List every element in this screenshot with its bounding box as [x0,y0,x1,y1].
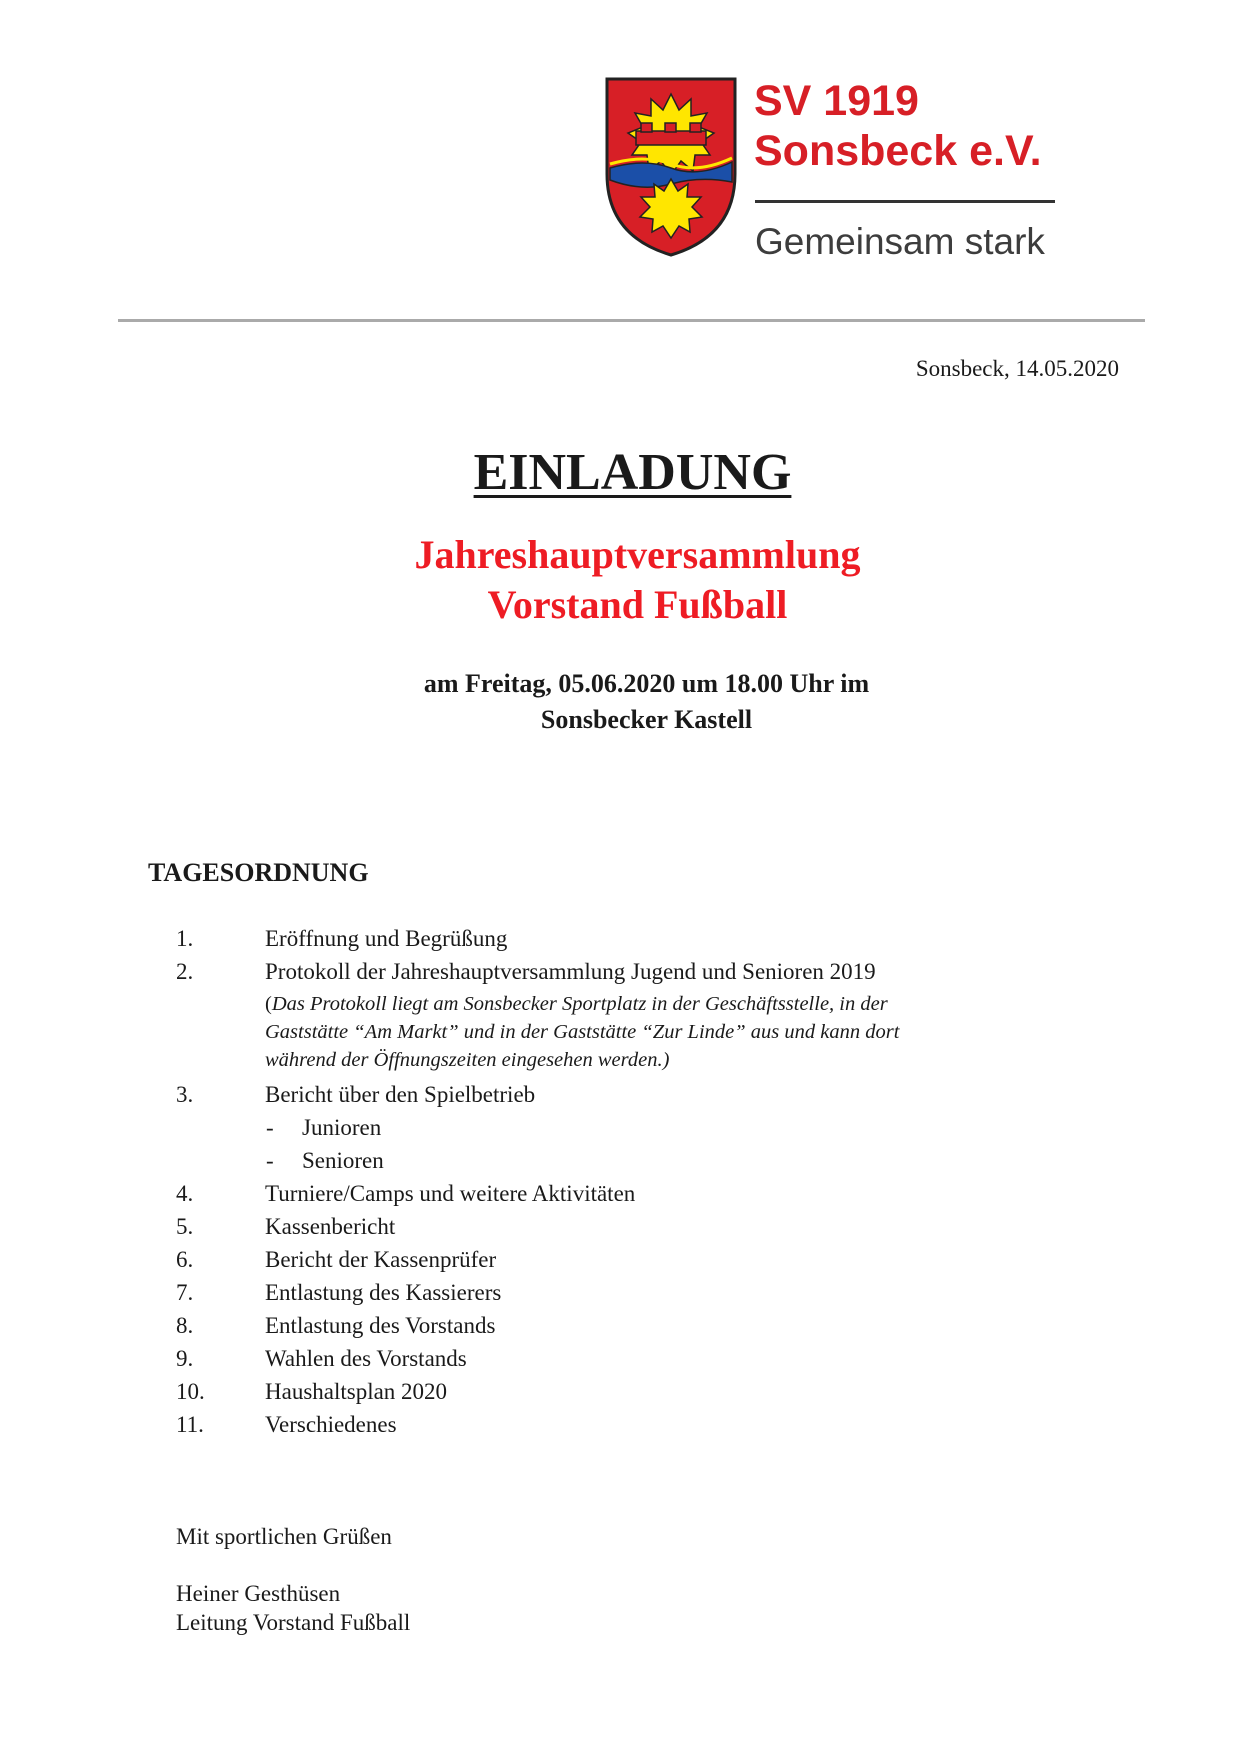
agenda-item-number: 6. [176,1247,194,1272]
signer-role: Leitung Vorstand Fußball [176,1610,411,1635]
agenda-item [0,1210,1241,1243]
agenda-item-text: Verschiedenes [265,1412,397,1437]
agenda-item [0,1276,1241,1309]
agenda-item-text: Kassenbericht [265,1214,396,1239]
agenda-item-number: 11. [176,1412,204,1437]
event-date-line: am Freitag, 05.06.2020 um 18.00 Uhr im [423,669,870,698]
agenda-item-number: 1. [176,926,194,951]
agenda-item [0,1243,1241,1276]
closing-greeting: Mit sportlichen Grüßen [176,1524,392,1549]
subitem-text: Senioren [302,1148,384,1173]
agenda-item [0,955,1241,988]
agenda-item-text: Entlastung des Vorstands [265,1313,496,1338]
logo-divider [755,200,1055,203]
club-name [754,76,1042,176]
agenda-item [0,1375,1241,1408]
agenda-item-number: 2. [176,959,194,984]
letter-date: Sonsbeck, 14.05.2020 [915,356,1119,381]
club-name-line-1: SV 1919 [754,77,919,125]
agenda-item-number: 3. [176,1082,194,1107]
club-slogan: Gemeinsam stark [755,221,1045,262]
agenda-item-number: 10. [176,1379,205,1404]
agenda-item-text: Entlastung des Kassierers [265,1280,502,1305]
agenda-item [0,1342,1241,1375]
header-divider [118,319,1145,322]
event-location-line: Sonsbecker Kastell [540,705,753,734]
agenda-item-number: 8. [176,1313,194,1338]
agenda-item-text: Wahlen des Vorstands [265,1346,467,1371]
subitem-dash: - [266,1148,274,1173]
signer-name: Heiner Gesthüsen [176,1581,341,1606]
note-line-2: Gaststätte “Am Markt” und in der Gaststätte “Zur Linde” aus und kann dort [265,1021,900,1043]
event-details [0,666,1241,738]
agenda-subitem [0,1111,1241,1144]
agenda-item-text: Turniere/Camps und weitere Aktivitäten [265,1181,636,1206]
agenda-item [0,1177,1241,1210]
page-title: EINLADUNG [473,444,792,501]
agenda-list [0,922,1241,1441]
agenda-item-text: Eröffnung und Begrüßung [265,926,508,951]
agenda-item [0,1078,1241,1111]
protocol-note [0,988,1241,1078]
agenda-item-number: 5. [176,1214,194,1239]
agenda-item-text: Protokoll der Jahreshauptversammlung Jugend und Senioren 2019 [265,959,876,984]
club-logo [604,76,1074,276]
subitem-dash: - [266,1115,274,1140]
agenda-item-text: Haushaltsplan 2020 [265,1379,448,1404]
note-open-paren: ( [265,993,272,1015]
agenda-item [0,1408,1241,1441]
club-name-line-2: Sonsbeck e.V. [754,127,1042,175]
agenda-subitem [0,1144,1241,1177]
agenda-item [0,1309,1241,1342]
agenda-item-text: Bericht über den Spielbetrieb [265,1082,536,1107]
agenda-item-number: 4. [176,1181,194,1206]
club-crest-icon [604,76,738,258]
subtitle-line-2: Vorstand Fußball [487,582,788,627]
agenda-item-number: 9. [176,1346,194,1371]
subtitle [0,530,1241,630]
agenda-item-text: Bericht der Kassenprüfer [265,1247,497,1272]
subtitle-line-1: Jahreshauptversammlung [414,532,861,577]
agenda-heading: TAGESORDNUNG [148,858,369,887]
subitem-text: Junioren [302,1115,382,1140]
agenda-item [0,922,1241,955]
signature-block [176,1579,410,1637]
note-line-1: Das Protokoll liegt am Sonsbecker Sportplatz in der Geschäftsstelle, in der [271,993,888,1015]
note-line-3: während der Öffnungszeiten eingesehen werden.) [265,1049,670,1071]
agenda-item-number: 7. [176,1280,194,1305]
